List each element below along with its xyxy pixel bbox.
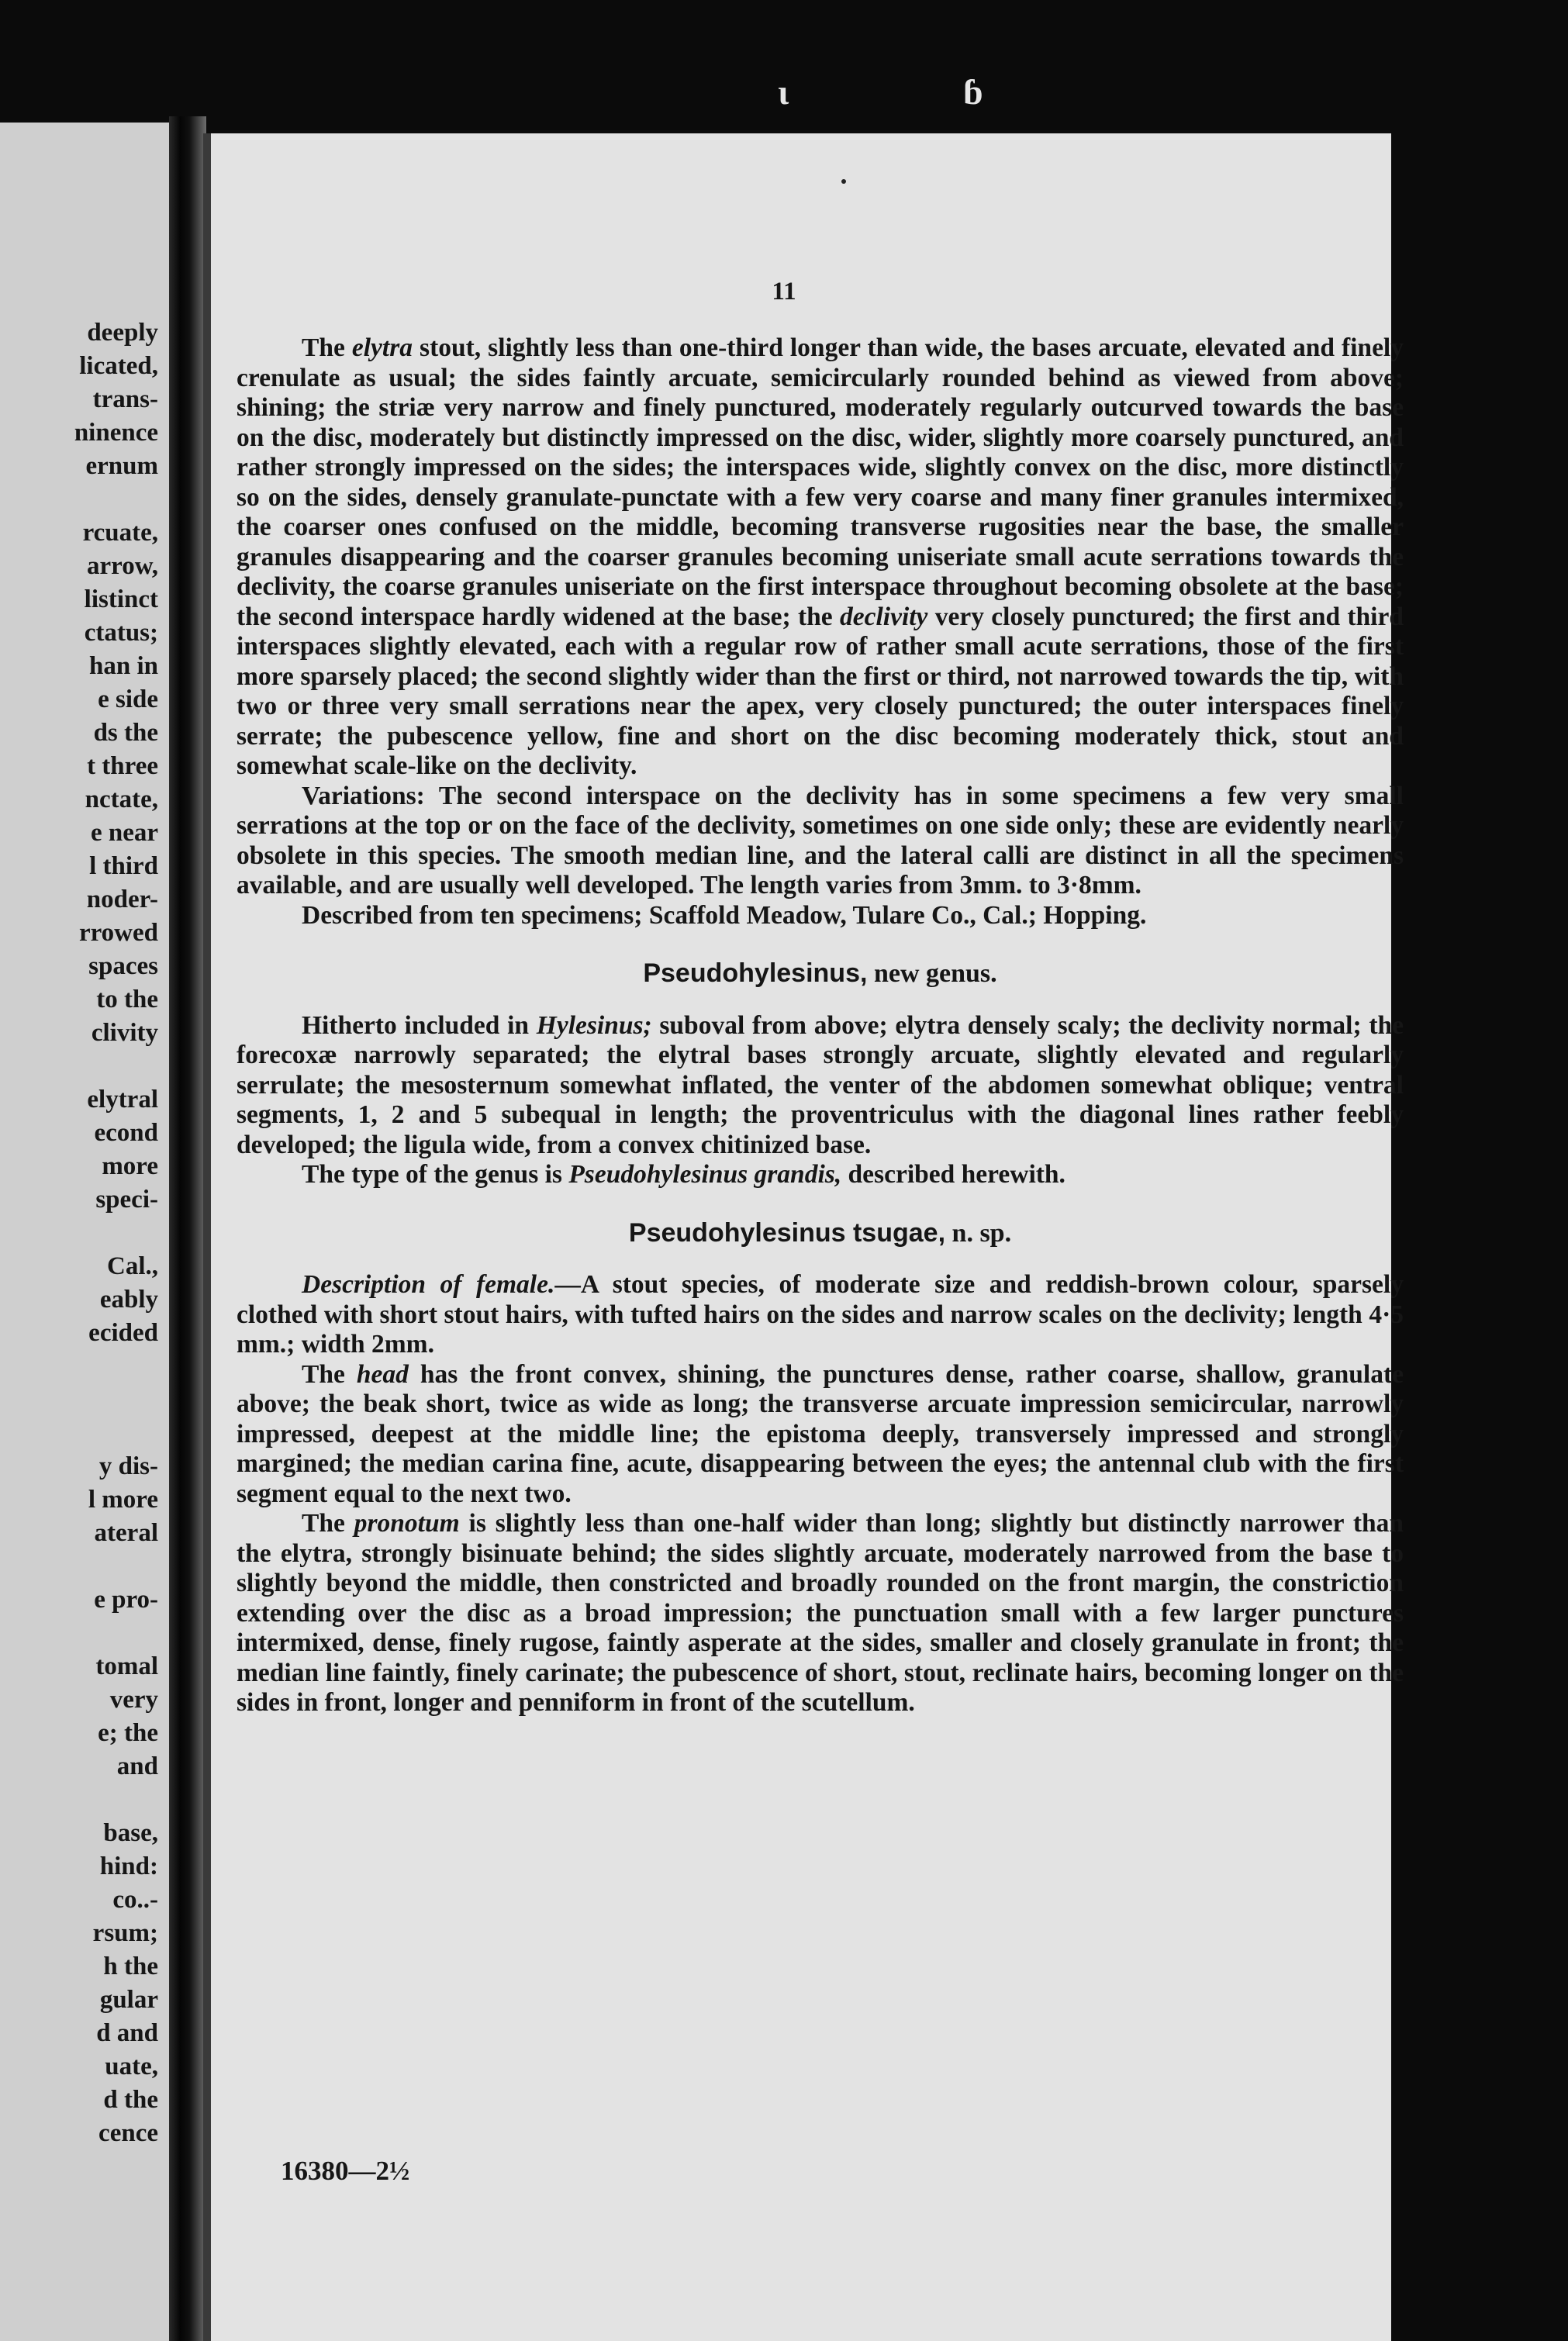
paragraph-female-description: Description of female.—A stout species, of moderate size and reddish-brown colour, sparsely clothed with short stout hairs, with tufted hairs on the sides and narrow scales on the declivity; length 4·5 mm.; width 2mm. (237, 1270, 1404, 1359)
facing-page-line: econd (94, 1119, 158, 1147)
facing-page-line: d and (96, 2019, 158, 2047)
facing-page-line: to the (96, 986, 158, 1013)
paragraph-elytra: The elytra stout, slightly less than one-third longer than wide, the bases arcuate, elevated and finely crenulate as usual; the sides faintly arcuate, semicircularly rounded behind as viewed from above; shining; the striæ very narrow and finely punctured, moderately regularly outcurved towards the base on the disc, moderately but distinctly impressed on the disc, wider, slightly more coarsely punctured, and rather strongly impressed on the sides; the interspaces wide, slightly convex on the disc, more distinctly so on the sides, densely granulate-punctate with a few very coarse and many finer granules intermixed, the coarser ones confused on the middle, becoming transverse rugosities near the base, the smaller granules disappearing and the coarser granules becoming uniseriate small acute serrations towards the declivity, the coarse granules uniseriate on the first interspace throughout becoming obsolete at the base; the second interspace hardly widened at the base; the declivity very closely punctured; the first and third interspaces slightly elevated, each with a regular row of rather small acute serrations, those of the first more sparsely placed; the second slightly wider than the first or third, not narrowed towards the tip, with two or three very small serrations near the apex, very closely punctured; the outer interspaces finely serrate; the pubescence yellow, fine and short on the disc becoming moderately thick, stout and somewhat scale-like on the declivity. (237, 333, 1404, 780)
facing-page-line: more (102, 1152, 158, 1180)
paragraph-variations: Variations: The second interspace on the declivity has in some specimens a few very small serrations at the top or on the face of the declivity, sometimes on one side only; these are evidently nearly obsolete in this species. The smooth median line, and the lateral calli are distinct in all the specimens available, and are usually well developed. The length varies from 3mm. to 3·8mm. (237, 781, 1404, 899)
facing-page-line: and (116, 1752, 158, 1780)
facing-page-line: ctatus; (84, 619, 158, 647)
paragraph-genus-type: The type of the genus is Pseudohylesinus grandis, described herewith. (302, 1160, 1065, 1189)
facing-page-line: listinct (84, 585, 158, 613)
facing-page-line: ernum (85, 452, 158, 480)
facing-page-text (74, 316, 158, 2150)
facing-page-line: clivity (91, 1019, 158, 1047)
document-body (237, 333, 1404, 1718)
facing-page-line (74, 1350, 158, 1383)
facing-page-line (74, 483, 158, 516)
facing-page-line: speci- (95, 1186, 158, 1214)
facing-page-line: han in (89, 652, 158, 680)
facing-page-line: hind: (99, 1852, 158, 1880)
facing-page-line (74, 1617, 158, 1650)
book-gutter (169, 116, 206, 2341)
facing-page-line: gular (99, 1986, 158, 2014)
page-number: 11 (772, 278, 796, 306)
facing-page-line: very (109, 1686, 158, 1714)
facing-page-line: elytral (87, 1086, 158, 1114)
facing-page-line: rsum; (92, 1919, 158, 1947)
ghost-mark-1: ɩ (778, 72, 789, 112)
facing-page-line: e near (90, 819, 158, 847)
facing-page-line: Cal., (107, 1252, 158, 1280)
facing-page-line: l more (88, 1486, 158, 1514)
genus-heading: Pseudohylesinus, new genus. (643, 958, 997, 988)
facing-page-line: cence (98, 2119, 158, 2147)
facing-page-line: e; the (98, 1719, 158, 1747)
paragraph-head: The head has the front convex, shining, the punctures dense, rather coarse, shallow, granulate above; the beak short, twice as wide as long; the transverse arcuate impression semicircular, narrowly impressed, deepest at the middle line; the epistoma deeply, transversely impressed and strongly margined; the median carina fine, acute, disappearing between the eyes; the antennal club with the first segment equal to the next two. (237, 1359, 1404, 1508)
facing-page-line: ninence (74, 419, 158, 447)
paragraph-described: Described from ten specimens; Scaffold Meadow, Tulare Co., Cal.; Hopping. (302, 900, 1147, 930)
facing-page-line: base, (103, 1819, 158, 1847)
signature-mark: 16380—2½ (281, 2156, 410, 2186)
facing-page-line: arrow, (87, 552, 158, 580)
paragraph-pronotum: The pronotum is slightly less than one-half wider than long; slightly but distinctly narrower than the elytra, strongly bisinuate behind; the sides slightly arcuate, moderately narrowed from the base to slightly beyond the middle, then constricted and broadly rounded on the front margin, the constriction extending over the disc as a broad impression; the punctuation small with a few larger punctures intermixed, dense, finely rugose, faintly asperate at the sides, smaller and closely granulate in front; the median line faintly, finely carinate; the pubescence of short, stout, reclinate hairs, becoming longer on the sides in front, longer and penniform in front of the scutellum. (237, 1509, 1404, 1717)
facing-page-line: nctate, (85, 786, 158, 813)
facing-page-line: licated, (79, 352, 158, 380)
facing-page-line (74, 1050, 158, 1083)
facing-page-line: eably (99, 1286, 158, 1314)
facing-page-line: t three (87, 752, 158, 780)
facing-page-line (74, 1783, 158, 1817)
facing-page-line: ateral (94, 1519, 158, 1547)
facing-page-line: noder- (86, 886, 158, 913)
facing-page-line: h the (103, 1953, 158, 1980)
facing-page-line (74, 1417, 158, 1450)
paragraph-genus-description: Hitherto included in Hylesinus; suboval from above; elytra densely scaly; the declivity normal; the forecoxæ narrowly separated; the elytral bases strongly arcuate, slightly elevated and regularly serrulate; the mesosternum somewhat inflated, the venter of the abdomen somewhat oblique; ventral segments, 1, 2 and 5 subequal in length; the proventriculus with the diagonal lines rather feebly developed; the ligula wide, from a convex chitinized base. (237, 1010, 1404, 1159)
facing-page-line: ds the (93, 719, 158, 747)
facing-page-line: y dis- (98, 1452, 158, 1480)
facing-page-line: e side (98, 685, 158, 713)
facing-page-line: deeply (87, 319, 158, 347)
facing-page-line: spaces (88, 952, 158, 980)
facing-page (0, 123, 169, 2341)
facing-page-line: co..- (112, 1886, 158, 1914)
facing-page-line: uate, (105, 2053, 158, 2080)
ghost-mark-2: ɓ (963, 72, 983, 112)
facing-page-line (74, 1383, 158, 1417)
facing-page-line: tomal (95, 1652, 158, 1680)
facing-page-line: rrowed (78, 919, 158, 947)
facing-page-line: e pro- (94, 1586, 158, 1614)
facing-page-line: rcuate, (82, 519, 158, 547)
facing-page-line: l third (89, 852, 158, 880)
facing-page-line: trans- (92, 385, 158, 413)
facing-page-line (74, 1217, 158, 1250)
facing-page-line: ecided (88, 1319, 158, 1347)
speck (841, 179, 846, 184)
facing-page-line (74, 1550, 158, 1583)
species-heading: Pseudohylesinus tsugae, n. sp. (628, 1217, 1012, 1248)
facing-page-line: d the (103, 2086, 158, 2114)
